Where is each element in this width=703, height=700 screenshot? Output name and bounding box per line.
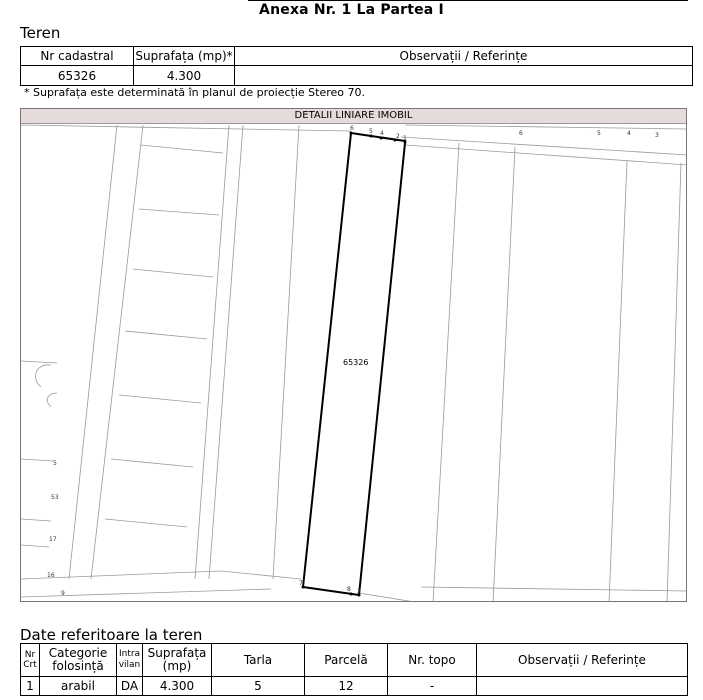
col-topo: Nr. topo [388, 644, 477, 677]
neighbor-label: 5 [597, 130, 601, 137]
header-rule [248, 0, 688, 1]
vertex-label: 4 [380, 130, 384, 137]
cell-nr-cadastral: 65326 [21, 66, 134, 86]
neighbor-label: 5 [53, 460, 57, 467]
teren-heading: Teren [20, 24, 61, 42]
neighbor-label: 3 [655, 132, 659, 139]
vertex-label: 1 [403, 135, 407, 142]
col-nr-crt: Nr Crt [21, 644, 40, 677]
neighbor-label: 6 [519, 130, 523, 137]
neighbor-label: 53 [51, 494, 59, 501]
date-table [20, 643, 688, 696]
cell-observatii [477, 677, 688, 696]
cadastral-plan [21, 109, 687, 602]
vertex-label: 3 [357, 588, 361, 595]
cell-topo: - [388, 677, 477, 696]
cell-categorie: arabil [40, 677, 117, 696]
col-observatii: Observații / Referințe [235, 47, 693, 66]
vertex-label: 6 [350, 125, 354, 132]
col-nr-cadastral: Nr cadastral [21, 47, 134, 66]
col-suprafata: Suprafața (mp) [143, 644, 212, 677]
map-header: DETALII LINIARE IMOBIL [21, 109, 686, 124]
vertex-label: 5 [369, 128, 373, 135]
cell-suprafata: 4.300 [134, 66, 235, 86]
cell-suprafata: 4.300 [143, 677, 212, 696]
cell-parcela: 12 [305, 677, 388, 696]
vertex-label: 8 [347, 586, 351, 593]
date-heading: Date referitoare la teren [20, 626, 203, 644]
parcel-label: 65326 [343, 358, 369, 367]
parcel-map [20, 108, 687, 602]
col-observatii: Observații / Referințe [477, 644, 688, 677]
vertex-label: 7 [299, 580, 303, 587]
neighbor-label: 16 [47, 572, 55, 579]
surface-note: * Suprafața este determinată în planul de proiecție Stereo 70. [24, 86, 366, 99]
neighbor-label: 17 [49, 536, 57, 543]
cell-observatii [235, 66, 693, 86]
cell-nr-crt: 1 [21, 677, 40, 696]
col-tarla: Tarla [212, 644, 305, 677]
col-suprafata: Suprafața (mp)* [134, 47, 235, 66]
neighbor-label: 9 [61, 590, 65, 597]
teren-table [20, 46, 693, 86]
cell-intravilan: DA [117, 677, 143, 696]
neighbor-label: 4 [627, 130, 631, 137]
document-title: Anexa Nr. 1 La Partea I [259, 2, 444, 18]
vertex-label: 2 [396, 133, 400, 140]
col-categorie: Categorie folosință [40, 644, 117, 677]
col-intravilan: Intra vilan [117, 644, 143, 677]
col-parcela: Parcelă [305, 644, 388, 677]
cell-tarla: 5 [212, 677, 305, 696]
